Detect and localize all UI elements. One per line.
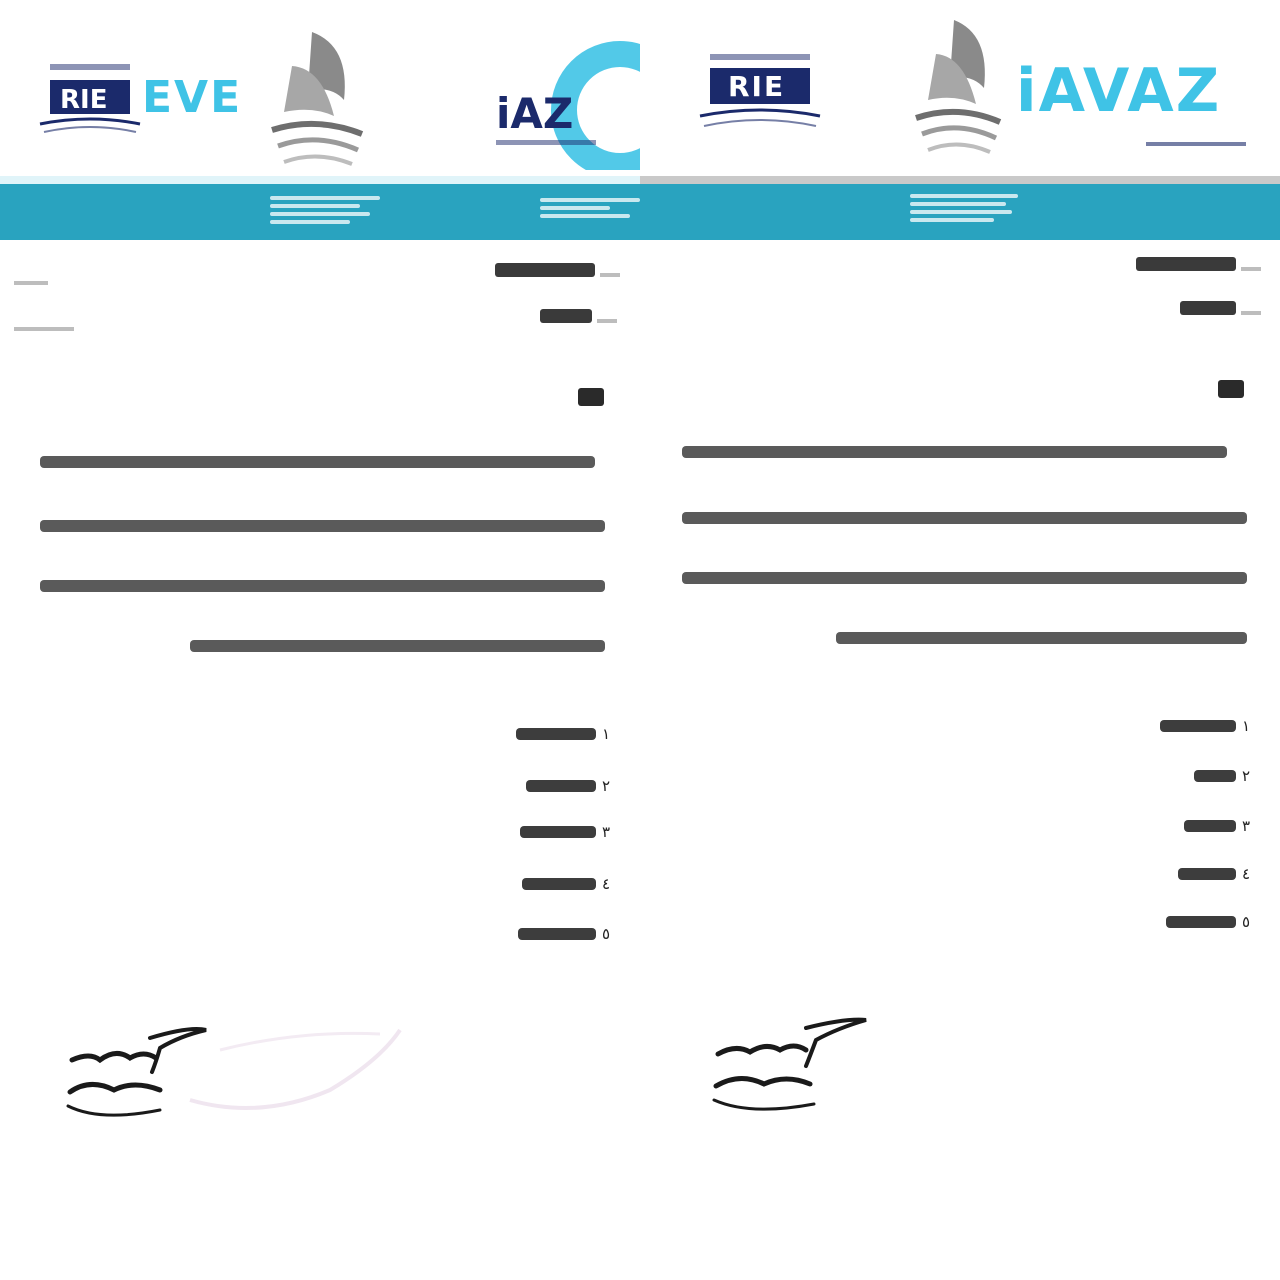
list-item xyxy=(1130,764,1250,788)
list-item xyxy=(1130,862,1250,886)
ship-emblem-logo xyxy=(262,26,372,176)
paragraph-line xyxy=(682,446,1227,458)
letter-date-row xyxy=(1180,300,1280,324)
list-number: ٣ xyxy=(1241,817,1250,835)
letter-number-label xyxy=(600,273,620,277)
list-number: ٣ xyxy=(601,823,610,841)
letter-number-row xyxy=(1136,256,1280,280)
list-item xyxy=(1130,814,1250,838)
eve-logo xyxy=(30,50,250,160)
paragraph-line xyxy=(682,572,1247,584)
list-number: ٢ xyxy=(1241,767,1250,785)
iavaz-wordmark-logo xyxy=(1016,56,1256,156)
paragraph-line xyxy=(190,640,605,652)
letter-number-value xyxy=(1136,257,1236,271)
letter-date-row xyxy=(540,308,640,332)
banner-org-name xyxy=(910,190,1020,226)
greeting xyxy=(578,388,604,406)
ship-emblem-logo xyxy=(908,14,1008,164)
paragraph-line xyxy=(40,520,605,532)
banner-top-line xyxy=(640,176,1280,184)
banner-top-line xyxy=(0,176,640,184)
letter-date-value xyxy=(1180,301,1236,315)
iavaz-logo xyxy=(490,40,640,170)
letter-date-label xyxy=(597,319,617,323)
letter-date-value xyxy=(540,309,592,323)
letter-number-value xyxy=(495,263,595,277)
rie-wordmark: RIE xyxy=(728,70,786,103)
list-number: ٥ xyxy=(1241,913,1250,931)
eve-wordmark: EVE xyxy=(142,72,243,123)
letter-date-label xyxy=(1241,311,1261,315)
banner-org-name-2 xyxy=(540,194,640,222)
list-number: ٢ xyxy=(601,777,610,795)
paragraph-line xyxy=(836,632,1247,644)
letter-number-label xyxy=(1241,267,1261,271)
paragraph-line xyxy=(40,456,595,468)
list-item xyxy=(480,922,610,946)
side-note-2 xyxy=(14,316,84,340)
list-number: ٤ xyxy=(1241,865,1250,883)
faint-stamp xyxy=(180,1020,410,1120)
list-number: ٤ xyxy=(601,875,610,893)
list-number: ١ xyxy=(1241,717,1250,735)
banner-org-name xyxy=(270,192,380,228)
list-item xyxy=(480,722,610,746)
list-item xyxy=(480,774,610,798)
iavaz-wordmark: iAVAZ xyxy=(1016,56,1222,126)
letter-right xyxy=(640,0,1280,1280)
svg-text:RIE: RIE xyxy=(60,85,108,115)
letter-number-row xyxy=(495,262,640,286)
list-item xyxy=(1130,714,1250,738)
list-item xyxy=(480,872,610,896)
svg-text:iAZ: iAZ xyxy=(496,89,574,138)
greeting xyxy=(1218,380,1244,398)
list-number: ١ xyxy=(601,725,610,743)
paragraph-line xyxy=(682,512,1247,524)
signature xyxy=(706,1010,876,1120)
rie-logo xyxy=(680,44,830,144)
list-number: ٥ xyxy=(601,925,610,943)
paragraph-line xyxy=(40,580,605,592)
list-item xyxy=(480,820,610,844)
list-item xyxy=(1130,910,1250,934)
side-note xyxy=(14,270,54,294)
